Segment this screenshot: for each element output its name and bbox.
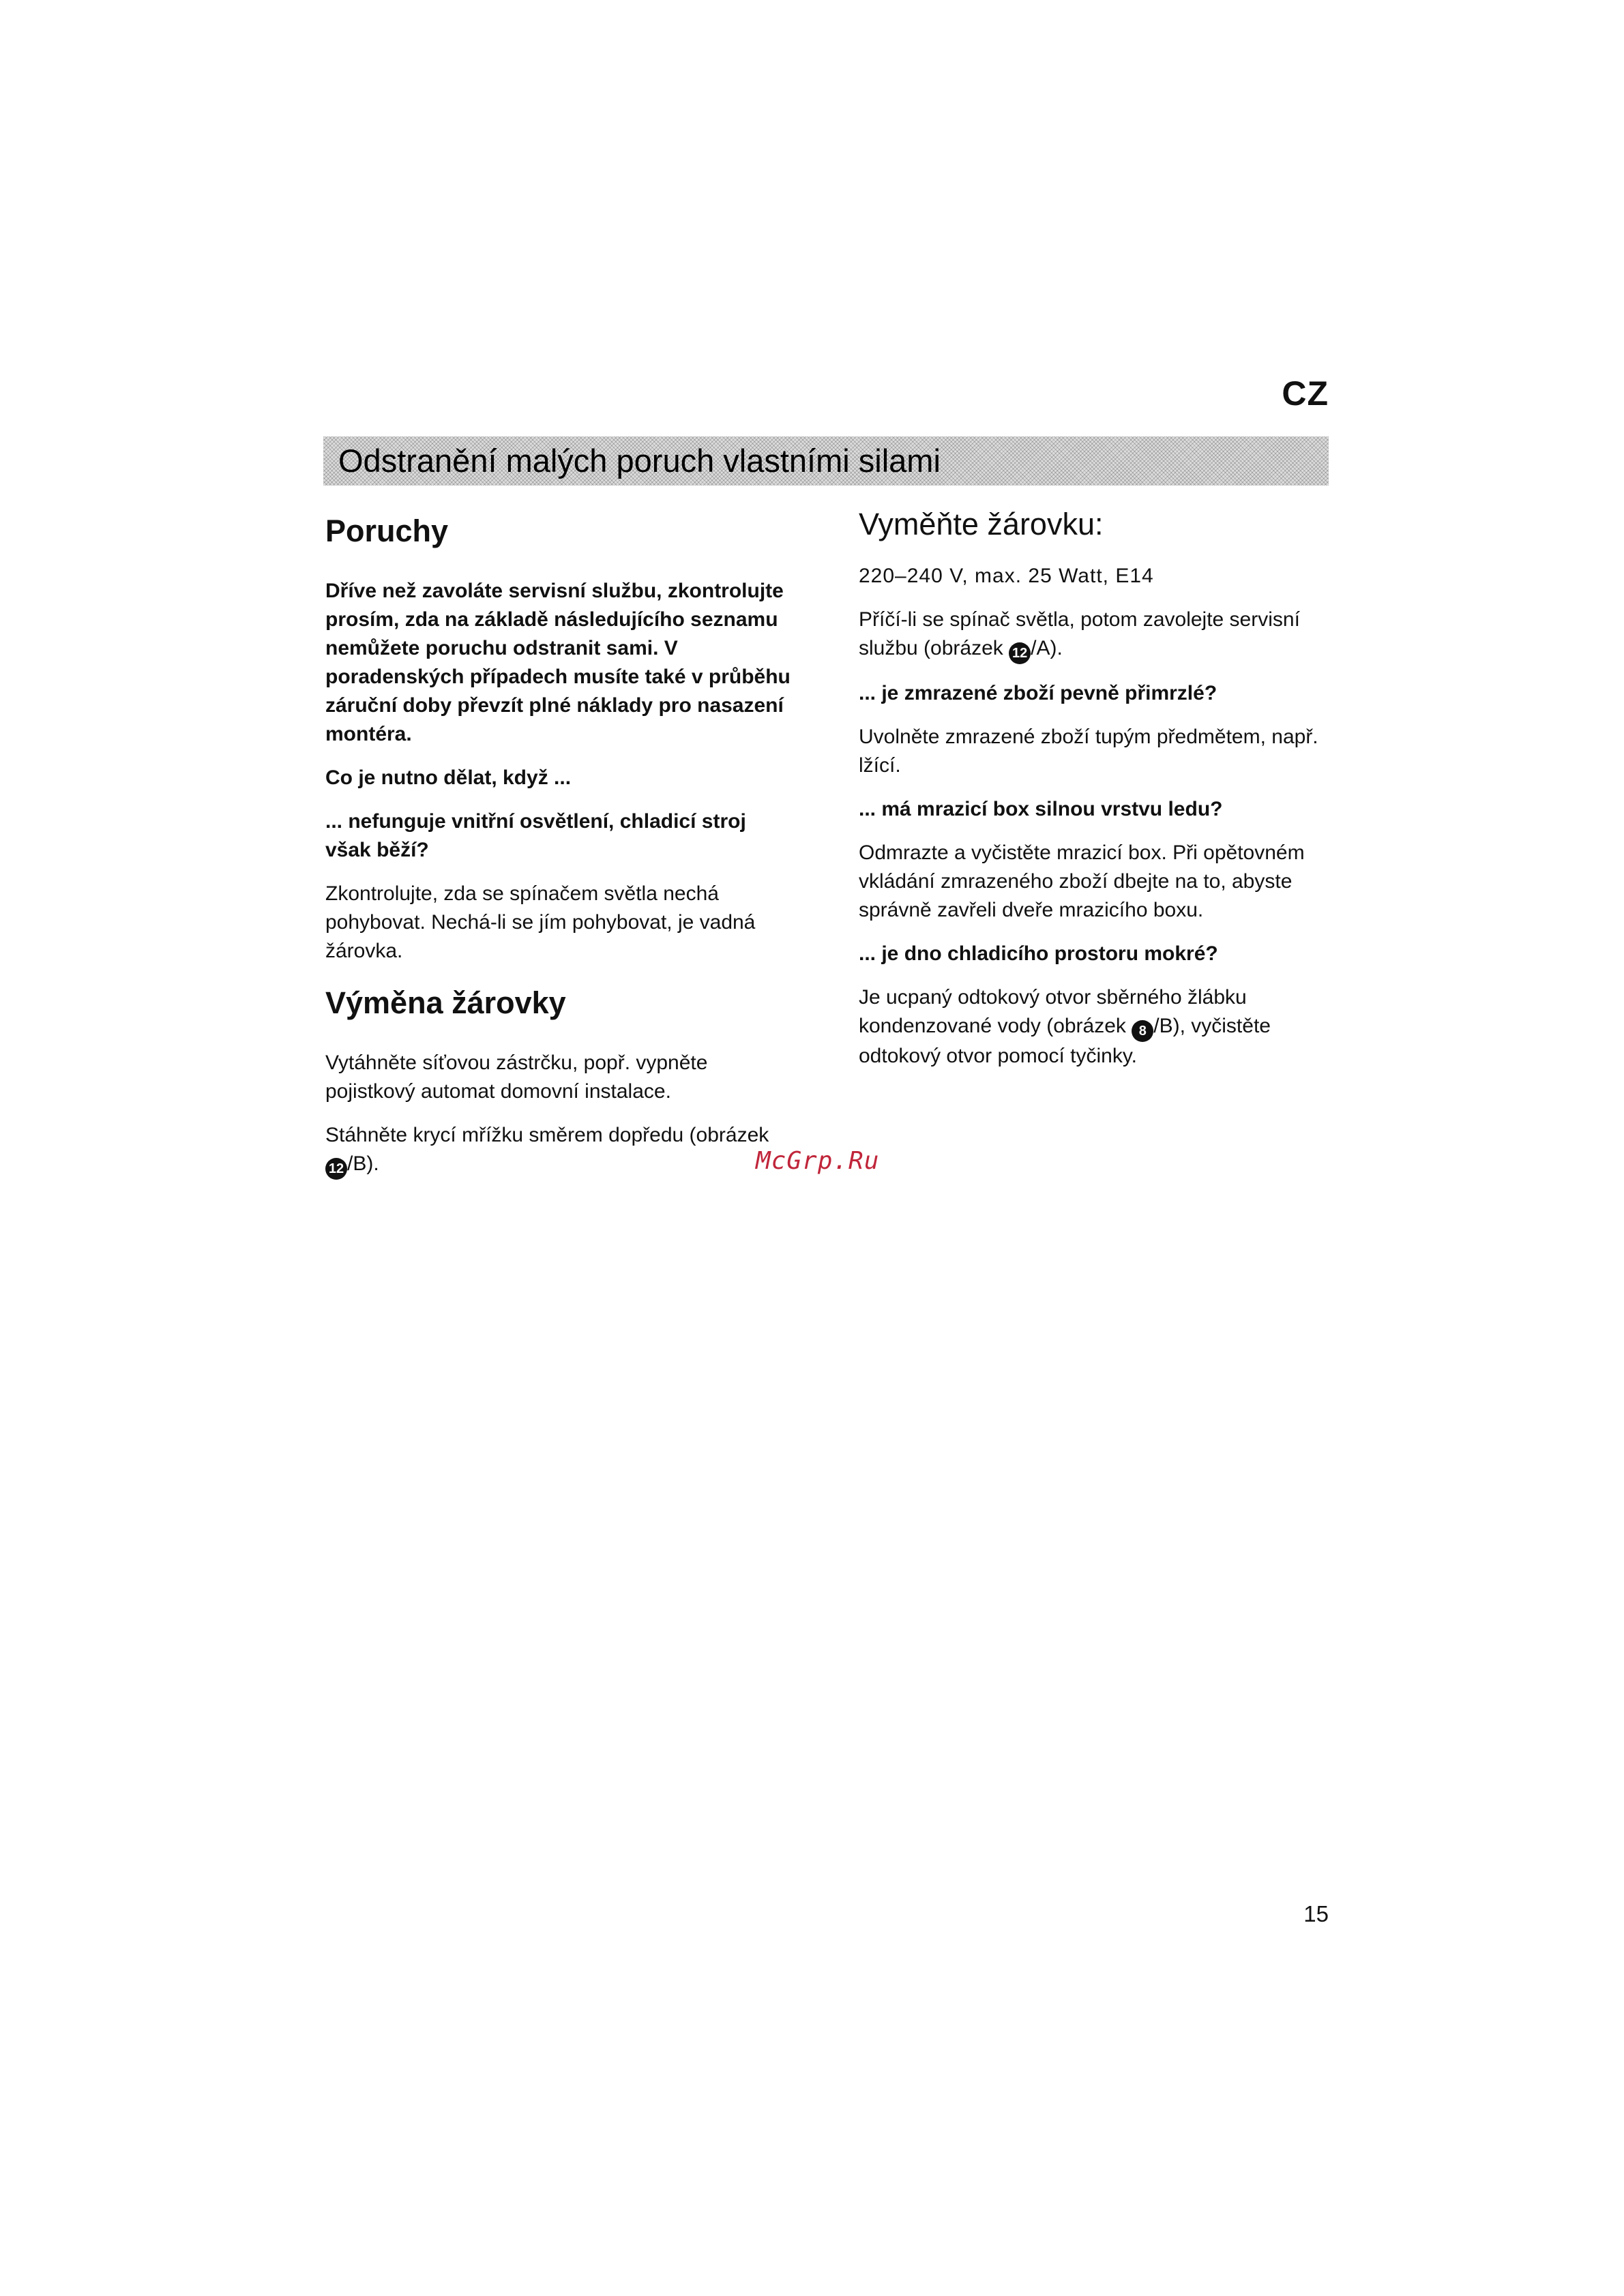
question-light: ... nefunguje vnitřní osvětlení, chladicí stroj však běží? [325, 810, 746, 861]
step-grille [325, 1121, 796, 1180]
heading-poruchy: Poruchy [325, 513, 449, 548]
section-title-band [323, 436, 1329, 486]
bulb-spec: 220–240 V, max. 25 Watt, E14 [859, 565, 1154, 587]
step-unplug: Vytáhněte síťovou zástrčku, popř. vypněte pojistkový automat domovní instalace. [325, 1052, 708, 1103]
figure-12-icon: 12 [1009, 642, 1031, 664]
heading-bulb-replacement: Výměna žárovky [325, 985, 566, 1020]
language-code: CZ [1282, 374, 1329, 413]
answer-wet [859, 983, 1329, 1071]
page-number: 15 [1303, 1901, 1329, 1926]
question-frozen: ... je zmrazené zboží pevně přimrzlé? [859, 682, 1217, 704]
question-ice: ... má mrazicí box silnou vrstvu ledu? [859, 798, 1223, 820]
answer-frozen: Uvolněte zmrazené zboží tupým předmětem, např. lžící. [859, 726, 1318, 777]
step-grille-text: Stáhněte krycí mřížku směrem dopředu (obrázek [325, 1124, 769, 1146]
figure-8-icon: 8 [1132, 1020, 1153, 1042]
right-column [859, 506, 1329, 1086]
question-wet: ... je dno chladicího prostoru mokré? [859, 942, 1218, 965]
switch-suffix: /A). [1031, 637, 1063, 659]
answer-ice: Odmrazte a vyčistěte mrazicí box. Při opětovném vkládání zmrazeného zboží dbejte na to, abyste správně zavřeli dveře mrazicího boxu. [859, 841, 1305, 921]
what-to-do-label: Co je nutno dělat, když ... [325, 766, 572, 789]
page-title: Odstranění malých poruch vlastními silami [338, 443, 941, 479]
answer-wet-text: Je ucpaný odtokový otvor sběrného žlábku kondenzované vody (obrázek [859, 986, 1247, 1037]
step-grille-suffix: /B). [347, 1152, 379, 1175]
answer-wet-suffix: /B), vyčistěte odtokový otvor pomocí tyčinky. [859, 1015, 1271, 1067]
left-column [325, 513, 796, 1195]
answer-light: Zkontrolujte, zda se spínačem světla nechá pohybovat. Nechá-li se jím pohybovat, je vadná žárovka. [325, 882, 756, 962]
switch-paragraph [859, 606, 1329, 664]
heading-replace-bulb: Vyměňte žárovku: [859, 507, 1104, 541]
watermark: McGrp.Ru [756, 1147, 880, 1175]
switch-text: Příčí-li se spínač světla, potom zavolejte servisní službu (obrázek [859, 608, 1300, 659]
intro-paragraph: Dříve než zavoláte servisní službu, zkontrolujte prosím, zda na základě následujícího seznamu nemůžete poruchu odstranit sami. V poradenských případech musíte také v průběhu záruční doby převzít plné náklady pro nasazení montéra. [325, 580, 791, 745]
figure-12-icon: 12 [325, 1158, 347, 1180]
